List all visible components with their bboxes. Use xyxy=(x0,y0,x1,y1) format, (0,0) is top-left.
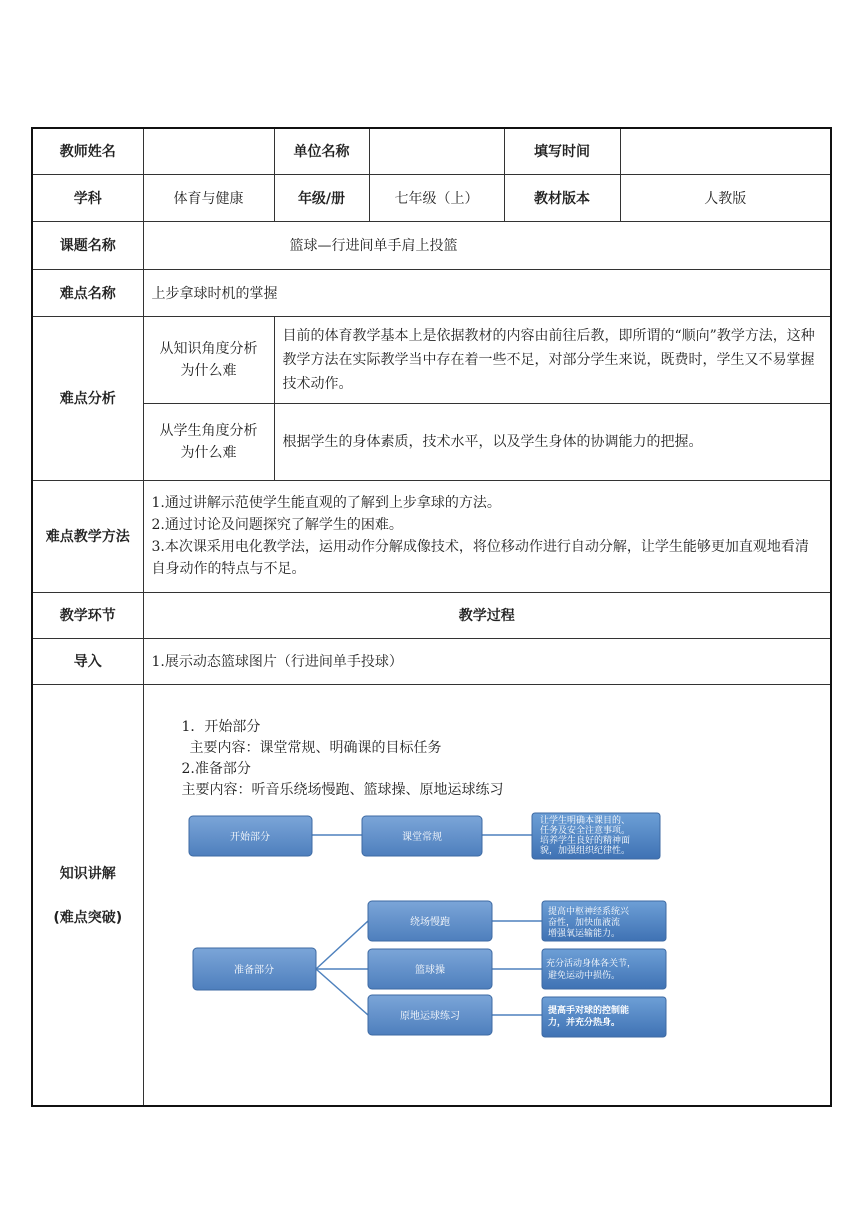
method-text xyxy=(143,480,831,592)
analysis-label: 难点分析 xyxy=(32,316,143,480)
unit-name-value xyxy=(369,128,504,174)
intro-label: 导入 xyxy=(32,638,143,684)
prep-note-2-line-1: 充分活动身体各关节， xyxy=(545,958,636,969)
method-line-1: 1.通过讲解示范使学生能直观的了解到上步拿球的方法。 xyxy=(151,495,501,511)
method-line-2: 2.通过讨论及问题探究了解学生的困难。 xyxy=(151,517,403,533)
method-line-3: 3.本次课采用电化教学法，运用动作分解成像技术，将位移动作进行自动分解，让学生能够更加直观地看清自身动作的特点与不足。 xyxy=(151,539,809,577)
teacher-name-value xyxy=(143,128,274,174)
teacher-name-label: 教师姓名 xyxy=(32,128,143,174)
connector-prep-1 xyxy=(316,921,368,969)
start-note-line-4: 貌，加强组织纪律性。 xyxy=(539,845,630,856)
start-node xyxy=(189,816,312,856)
fill-date-value xyxy=(620,128,831,174)
knowledge-section-label-line2: (难点突破) xyxy=(53,909,123,926)
prep-note-1 xyxy=(542,901,666,941)
grade-value: 七年级（上） xyxy=(369,174,504,221)
knowledge-line-2: 主要内容：课堂常规、明确课的目标任务 xyxy=(189,739,442,756)
subject-value: 体育与健康 xyxy=(143,174,274,221)
prep-note-2 xyxy=(542,949,666,989)
start-note-line-1: 让学生明确本课目的、 xyxy=(539,815,630,826)
prep-note-1-line-2: 奋性，加快血液流 xyxy=(547,917,620,928)
knowledge-angle-text: 目前的体育教学基本上是依据教材的内容由前往后教，即所谓的“顺向”教学方法，这种教学方法在实际教学当中存在着一些不足，对部分学生来说，既费时，学生又不易掌握技术动作。 xyxy=(274,316,831,403)
prep-note-3-line-1: 提高手对球的控制能 xyxy=(547,1005,629,1016)
connector-prep-3 xyxy=(316,969,368,1015)
knowledge-line-1: 1．开始部分 xyxy=(181,718,261,735)
edition-value: 人教版 xyxy=(620,174,831,221)
knowledge-angle-line1: 从知识角度分析 xyxy=(159,340,258,357)
difficulty-value: 上步拿球时机的掌握 xyxy=(143,269,831,316)
topic-label: 课题名称 xyxy=(32,221,143,269)
prep-child-2-label: 篮球操 xyxy=(414,964,445,976)
knowledge-section-label xyxy=(32,684,143,1106)
subject-label: 学科 xyxy=(32,174,143,221)
knowledge-angle-line2: 为什么难 xyxy=(180,362,237,379)
difficulty-label: 难点名称 xyxy=(32,269,143,316)
start-note-line-3: 培养学生良好的精神面 xyxy=(539,835,630,846)
fill-date-label: 填写时间 xyxy=(504,128,620,174)
grade-label: 年级/册 xyxy=(274,174,369,221)
student-angle-line2: 为什么难 xyxy=(180,444,237,461)
warmup-flow-diagram xyxy=(144,685,830,1105)
prep-node-label: 准备部分 xyxy=(233,964,274,976)
start-node-label: 开始部分 xyxy=(229,831,270,843)
knowledge-section-label-line1: 知识讲解 xyxy=(59,865,116,882)
process-header: 教学过程 xyxy=(143,592,831,638)
topic-value xyxy=(143,221,831,269)
edition-label: 教材版本 xyxy=(504,174,620,221)
lesson-form-table xyxy=(31,127,832,1107)
prep-note-3-line-2: 力，并充分热身。 xyxy=(547,1017,620,1028)
intro-value: 1.展示动态篮球图片（行进间单手投球） xyxy=(143,638,831,684)
prep-child-1 xyxy=(368,901,492,941)
topic-text: 篮球—行进间单手肩上投篮 xyxy=(289,238,458,254)
student-angle-text: 根据学生的身体素质，技术水平，以及学生身体的协调能力的把握。 xyxy=(274,403,831,480)
unit-name-label: 单位名称 xyxy=(274,128,369,174)
start-child-label: 课堂常规 xyxy=(401,831,442,843)
knowledge-line-4: 主要内容：听音乐绕场慢跑、篮球操、原地运球练习 xyxy=(181,781,504,798)
prep-child-1-label: 绕场慢跑 xyxy=(409,916,450,928)
process-stage-label: 教学环节 xyxy=(32,592,143,638)
prep-child-2 xyxy=(368,949,492,989)
method-label: 难点教学方法 xyxy=(32,480,143,592)
prep-note-1-line-1: 提高中枢神经系统兴 xyxy=(547,906,629,917)
prep-note-2-line-2: 避免运动中损伤。 xyxy=(547,970,620,981)
prep-note-3 xyxy=(542,997,666,1037)
prep-child-3 xyxy=(368,995,492,1035)
prep-note-1-line-3: 增强氧运输能力。 xyxy=(547,928,620,939)
start-note-line-2: 任务及安全注意事项。 xyxy=(539,825,630,836)
knowledge-section-content xyxy=(143,684,831,1106)
prep-node xyxy=(193,948,316,990)
student-angle-line1: 从学生角度分析 xyxy=(159,422,258,439)
student-angle-title xyxy=(143,403,274,480)
prep-child-3-label: 原地运球练习 xyxy=(399,1010,460,1022)
start-child-node xyxy=(362,816,482,856)
knowledge-line-3: 2.准备部分 xyxy=(181,760,251,777)
knowledge-angle-title xyxy=(143,316,274,403)
start-note-box xyxy=(532,813,660,859)
